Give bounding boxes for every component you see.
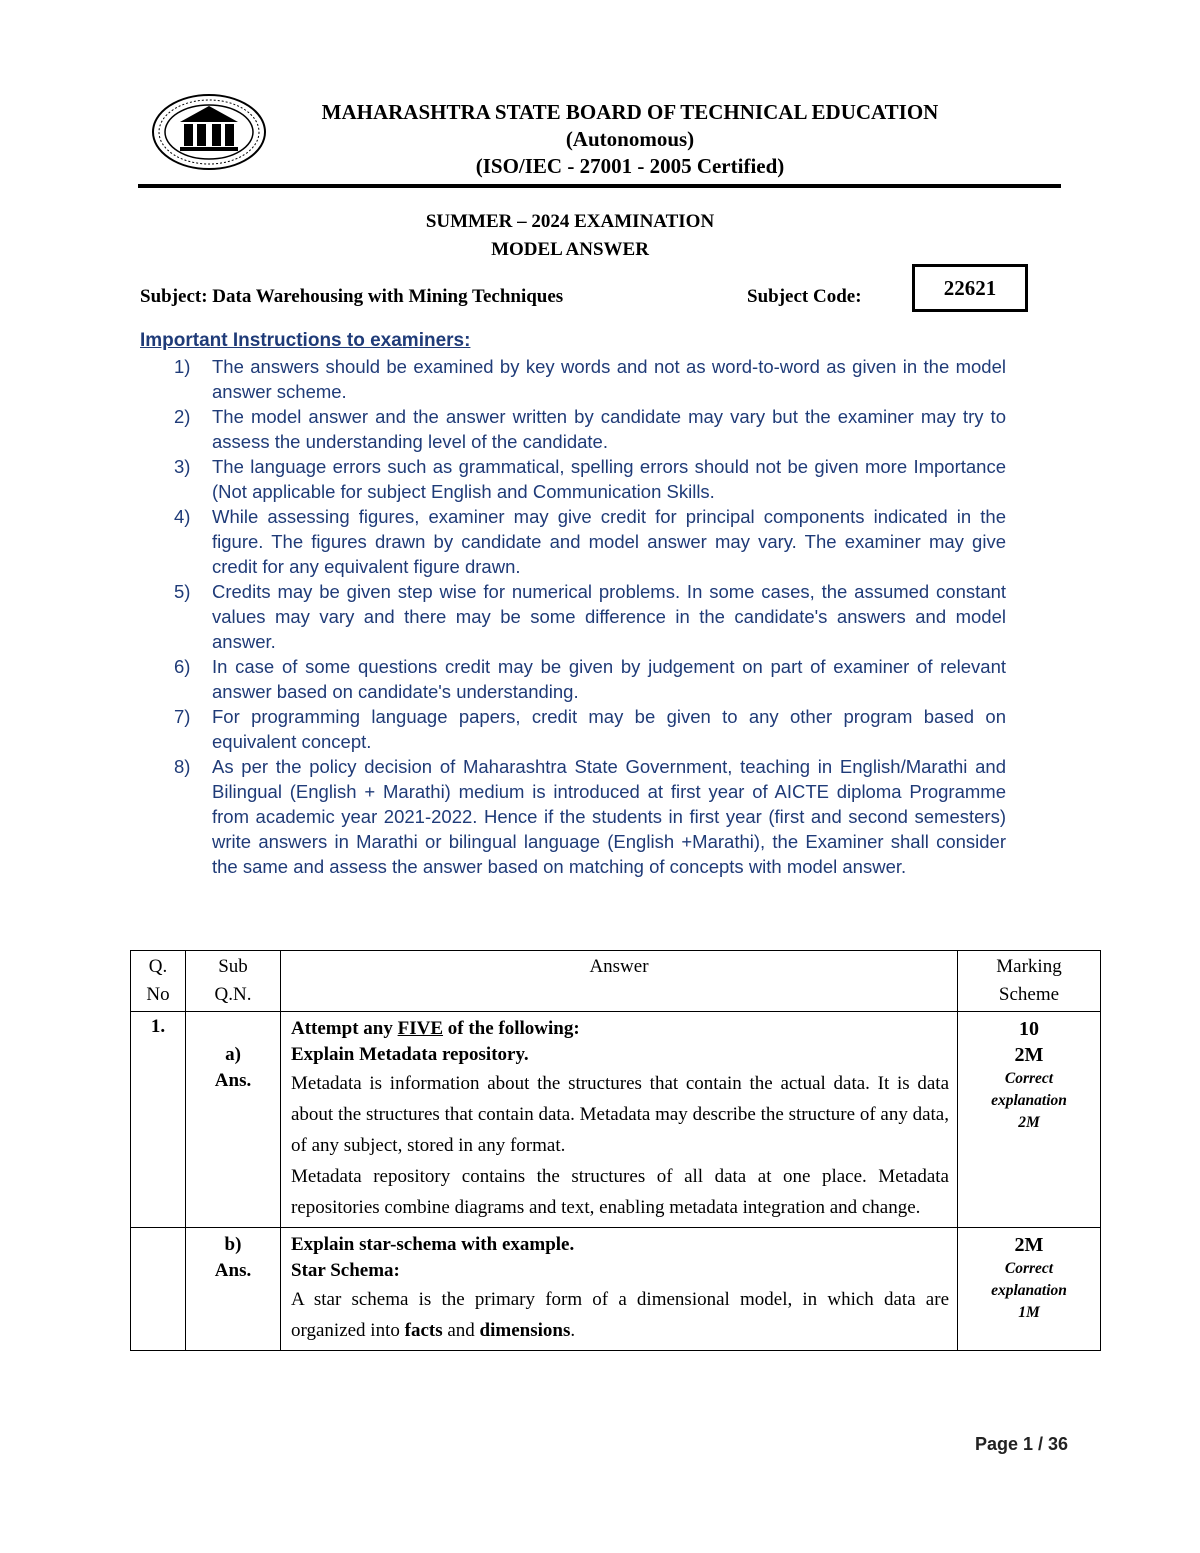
instruction-text: The language errors such as grammatical, spelling errors should not be given more Importance (Not applicable for subject English and Communication Skills. — [212, 456, 1006, 502]
instruction-number: 8) — [174, 756, 191, 777]
instruction-text: While assessing figures, examiner may give credit for principal components indicated in the figure. The figures drawn by candidate and model answer may vary. The examiner may give credit for any equivalent figure drawn. — [212, 506, 1006, 577]
exam-title: SUMMER – 2024 EXAMINATION — [425, 211, 715, 232]
subject-code-box: 22621 — [912, 264, 1028, 312]
instruction-number: 4) — [174, 506, 191, 527]
board-certification: (ISO/IEC - 27001 - 2005 Certified) — [475, 154, 785, 178]
exam-subtitle: MODEL ANSWER — [491, 239, 649, 260]
question-text: Explain star-schema with example. — [291, 1234, 575, 1255]
sub-q-label: a) — [225, 1044, 241, 1065]
instruction-text: For programming language papers, credit may be given to any other program based on equivalent concept. — [212, 706, 1006, 752]
ans-label: Ans. — [214, 1260, 252, 1281]
scheme-text: Correct — [1004, 1070, 1054, 1087]
dimensions-emphasis: dimensions — [479, 1320, 571, 1341]
total-marks: 10 — [1019, 1018, 1039, 1040]
page-number: Page 1 / 36 — [975, 1434, 1069, 1454]
instructions-list — [170, 354, 1006, 879]
instruction-item — [170, 704, 1006, 754]
instruction-item — [170, 579, 1006, 654]
instruction-item — [170, 504, 1006, 579]
section-instruction: Attempt any FIVE of the following: — [291, 1018, 580, 1039]
question-marks: 2M — [1014, 1234, 1044, 1256]
sub-q-cell — [186, 1012, 281, 1228]
header-marking-scheme — [958, 951, 1101, 1012]
answer-paragraph: Metadata repository contains the structures of all data at one place. Metadata repositories combine diagrams and text, enabling metadata integration and change. — [291, 1166, 949, 1218]
scheme-text: 1M — [1018, 1304, 1040, 1321]
instruction-number: 1) — [174, 356, 191, 377]
header-q-no — [131, 951, 186, 1012]
question-text: Explain Metadata repository. — [291, 1044, 529, 1065]
instruction-item — [170, 454, 1006, 504]
scheme-text: explanation — [991, 1092, 1067, 1109]
header-answer — [281, 951, 958, 1012]
subject-line: Subject: Data Warehousing with Mining Techniques — [140, 286, 564, 307]
instruction-number: 2) — [174, 406, 191, 427]
q-number-cell — [131, 1012, 186, 1228]
answer-heading: Star Schema: — [291, 1260, 400, 1281]
instruction-number: 3) — [174, 456, 191, 477]
scheme-text: Correct — [1004, 1260, 1054, 1277]
instruction-item — [170, 404, 1006, 454]
header-q-no-line1: Q. — [148, 956, 168, 977]
scheme-text: explanation — [991, 1282, 1067, 1299]
instruction-item — [170, 354, 1006, 404]
answer-cell — [281, 1228, 958, 1351]
q-number: 1. — [150, 1016, 166, 1037]
header-marking-line2: Scheme — [998, 984, 1060, 1005]
answer-paragraph: A star schema is the primary form of a dimensional model, in which data are organized into facts and dimensions. — [291, 1289, 949, 1341]
answer-paragraph: Metadata is information about the structures that contain the actual data. It is data about the structures that contain data. Metadata may describe the structure of any data, of any subject, stored in any format. — [291, 1073, 949, 1156]
header-answer-label: Answer — [589, 956, 649, 977]
header-sub-qn — [186, 951, 281, 1012]
sub-q-label: b) — [224, 1234, 242, 1255]
answer-table — [130, 950, 1101, 1351]
instruction-number: 5) — [174, 581, 191, 602]
marking-cell — [958, 1228, 1101, 1351]
five-emphasis: FIVE — [397, 1018, 444, 1039]
question-marks: 2M — [1014, 1044, 1044, 1066]
subject-code-label: Subject Code: — [747, 286, 862, 307]
marking-cell — [958, 1012, 1101, 1228]
instructions-title: Important Instructions to examiners: — [140, 330, 471, 351]
header-q-no-line2: No — [146, 984, 170, 1005]
table-row-q1a — [131, 1012, 1101, 1228]
table-row-q1b — [131, 1228, 1101, 1351]
sub-q-cell — [186, 1228, 281, 1351]
table-header-row — [131, 951, 1101, 1012]
instruction-text: The answers should be examined by key words and not as word-to-word as given in the model answer scheme. — [212, 356, 1006, 402]
header-sub-line2: Q.N. — [214, 984, 252, 1005]
instruction-item — [170, 654, 1006, 704]
header-marking-line1: Marking — [996, 956, 1062, 977]
instruction-number: 7) — [174, 706, 191, 727]
instruction-text: Credits may be given step wise for numerical problems. In some cases, the assumed constant values may vary and there may be some difference in the candidate's answers and model answer. — [212, 581, 1006, 652]
scheme-text: 2M — [1018, 1114, 1040, 1131]
answer-cell — [281, 1012, 958, 1228]
facts-emphasis: facts — [404, 1320, 443, 1341]
q-number-cell — [131, 1228, 186, 1351]
instruction-text: The model answer and the answer written by candidate may vary but the examiner may try to assess the understanding level of the candidate. — [212, 406, 1006, 452]
instruction-text: In case of some questions credit may be given by judgement on part of examiner of relevant answer based on candidate's understanding. — [212, 656, 1006, 702]
header-rule — [138, 184, 1061, 188]
instruction-text: As per the policy decision of Maharashtra State Government, teaching in English/Marathi and Bilingual (English + Marathi) medium is introduced at first year of AICTE diploma Programme from academic year 2021-2022. Hence if the students in first year (first and second semesters) write answers in Marathi or bilingual language (English +Marathi), the Examiner shall consider the same and assess the answer based on matching of concepts with model answer. — [212, 756, 1006, 877]
board-status: (Autonomous) — [565, 127, 695, 151]
ans-label: Ans. — [214, 1070, 252, 1091]
instruction-item — [170, 754, 1006, 879]
board-name: MAHARASHTRA STATE BOARD OF TECHNICAL EDUCATION — [321, 100, 939, 124]
header-sub-line1: Sub — [218, 956, 248, 977]
instruction-number: 6) — [174, 656, 191, 677]
